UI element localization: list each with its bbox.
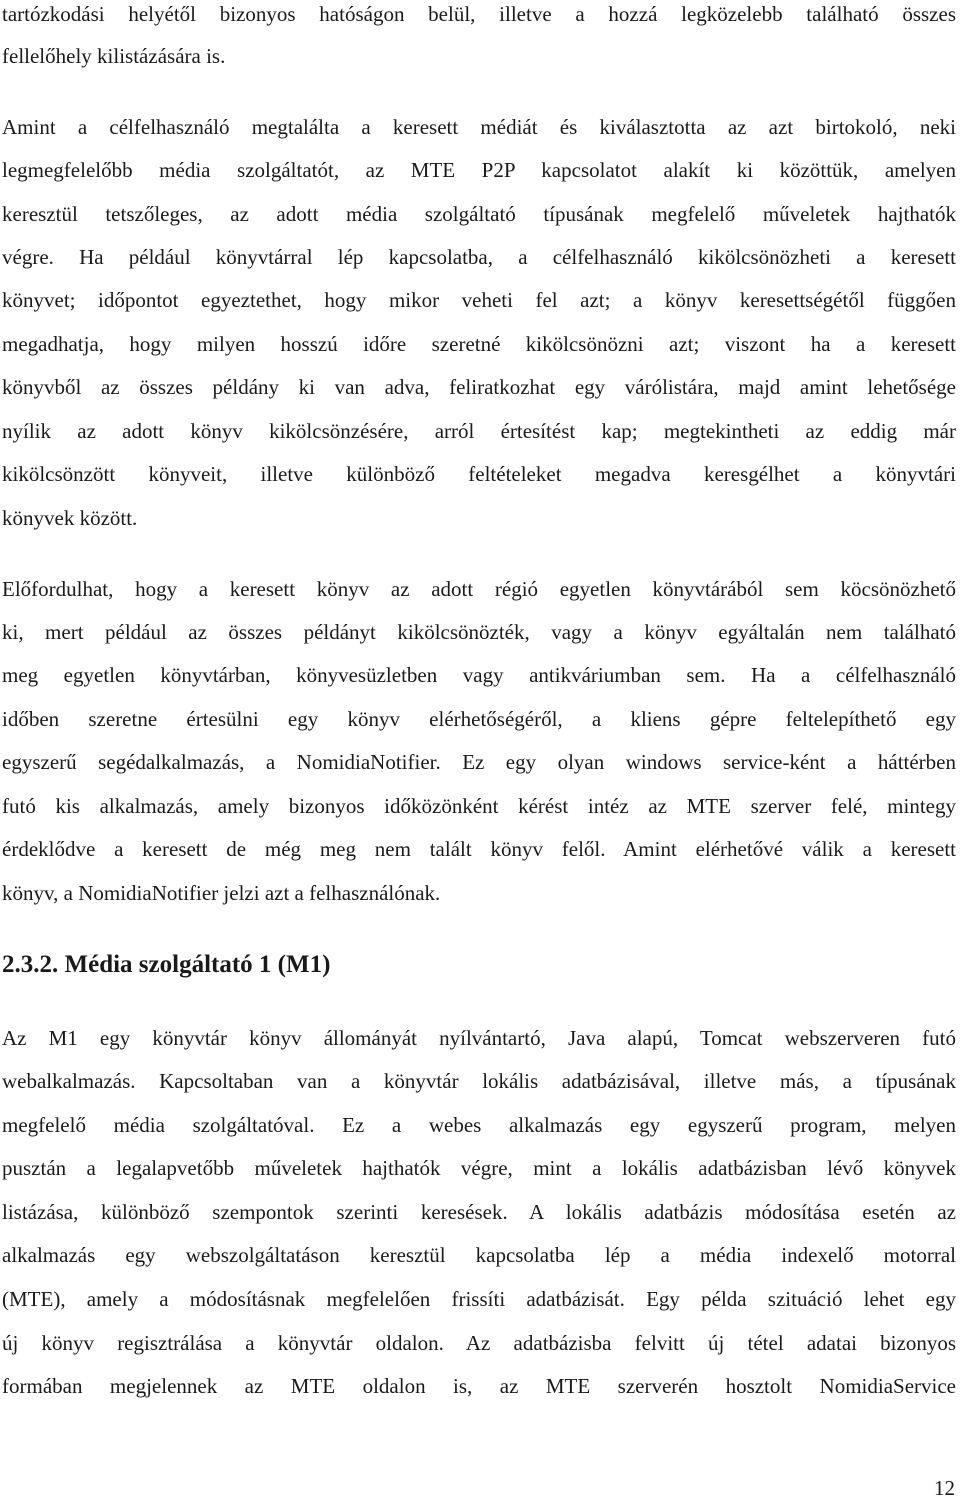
text-line: meg egyetlen könyvtárban, könyvesüzletben vagy antikváriumban sem. Ha a célfelhasználó (2, 663, 956, 687)
page-number: 12 (934, 1476, 955, 1500)
section-heading: 2.3.2. Média szolgáltató 1 (M1) (2, 951, 331, 978)
text-line: megadhatja, hogy milyen hosszú időre szeretné kikölcsönözni azt; viszont ha a keresett (2, 332, 956, 356)
text-line: kikölcsönzött könyveit, illetve különböző feltételeket megadva keresgélhet a könyvtári (2, 462, 956, 486)
text-line: legmegfelelőbb média szolgáltatót, az MTE P2P kapcsolatot alakít ki közöttük, amelyen (2, 158, 956, 182)
text-line: érdeklődve a keresett de még meg nem talált könyv felől. Amint elérhetővé válik a keresett (2, 837, 956, 861)
text-line: könyvek között. (2, 506, 138, 530)
text-line: formában megjelennek az MTE oldalon is, az MTE szerverén hosztolt NomidiaService (2, 1374, 956, 1398)
text-line: webalkalmazás. Kapcsoltaban van a könyvtár lokális adatbázisával, illetve más, a típusának (2, 1069, 956, 1093)
text-line: egyszerű segédalkalmazás, a NomidiaNotifier. Ez egy olyan windows service-ként a háttérben (2, 750, 956, 774)
text-line: alkalmazás egy webszolgáltatáson keresztül kapcsolatba lép a média indexelő motorral (2, 1243, 956, 1267)
text-line: Amint a célfelhasználó megtalálta a keresett médiát és kiválasztotta az azt birtokoló, neki (2, 115, 956, 139)
text-line: (MTE), amely a módosításnak megfelelően frissíti adatbázisát. Egy példa szituáció lehet egy (2, 1287, 956, 1311)
text-line: tartózkodási helyétől bizonyos hatóságon belül, illetve a hozzá legközelebb található összes (2, 2, 956, 26)
text-line: könyv, a NomidiaNotifier jelzi azt a felhasználónak. (2, 881, 441, 905)
text-line: keresztül tetszőleges, az adott média szolgáltató típusának megfelelő műveletek hajthatók (2, 202, 956, 226)
text-line: könyvből az összes példány ki van adva, feliratkozhat egy várólistára, majd amint lehetősége (2, 375, 956, 399)
text-line: végre. Ha például könyvtárral lép kapcsolatba, a célfelhasználó kikölcsönözheti a keresett (2, 245, 956, 269)
text-line: megfelelő média szolgáltatóval. Ez a webes alkalmazás egy egyszerű program, melyen (2, 1113, 956, 1137)
text-line: nyílik az adott könyv kikölcsönzésére, arról értesítést kap; megtekintheti az eddig már (2, 419, 956, 443)
text-line: listázása, különböző szempontok szerinti keresések. A lokális adatbázis módosítása esetén az (2, 1200, 956, 1224)
text-line: pusztán a legalapvetőbb műveletek hajthatók végre, mint a lokális adatbázisban lévő könyvek (2, 1156, 956, 1180)
text-line: Előfordulhat, hogy a keresett könyv az adott régió egyetlen könyvtárából sem köcsönözhető (2, 577, 956, 601)
text-line: könyvet; időpontot egyeztethet, hogy mikor veheti fel azt; a könyv keresettségétől függően (2, 288, 956, 312)
text-line: új könyv regisztrálása a könyvtár oldalon. Az adatbázisba felvitt új tétel adatai bizonyos (2, 1331, 956, 1355)
text-line: időben szeretne értesülni egy könyv elérhetőségéről, a kliens gépre feltelepíthető egy (2, 707, 956, 731)
text-line: ki, mert például az összes példányt kikölcsönözték, vagy a könyv egyáltalán nem található (2, 620, 956, 644)
text-line: fellelőhely kilistázására is. (2, 44, 226, 68)
text-line: futó kis alkalmazás, amely bizonyos időközönként kérést intéz az MTE szerver felé, mintegy (2, 794, 956, 818)
text-line: Az M1 egy könyvtár könyv állományát nyílvántartó, Java alapú, Tomcat webszerveren futó (2, 1026, 956, 1050)
